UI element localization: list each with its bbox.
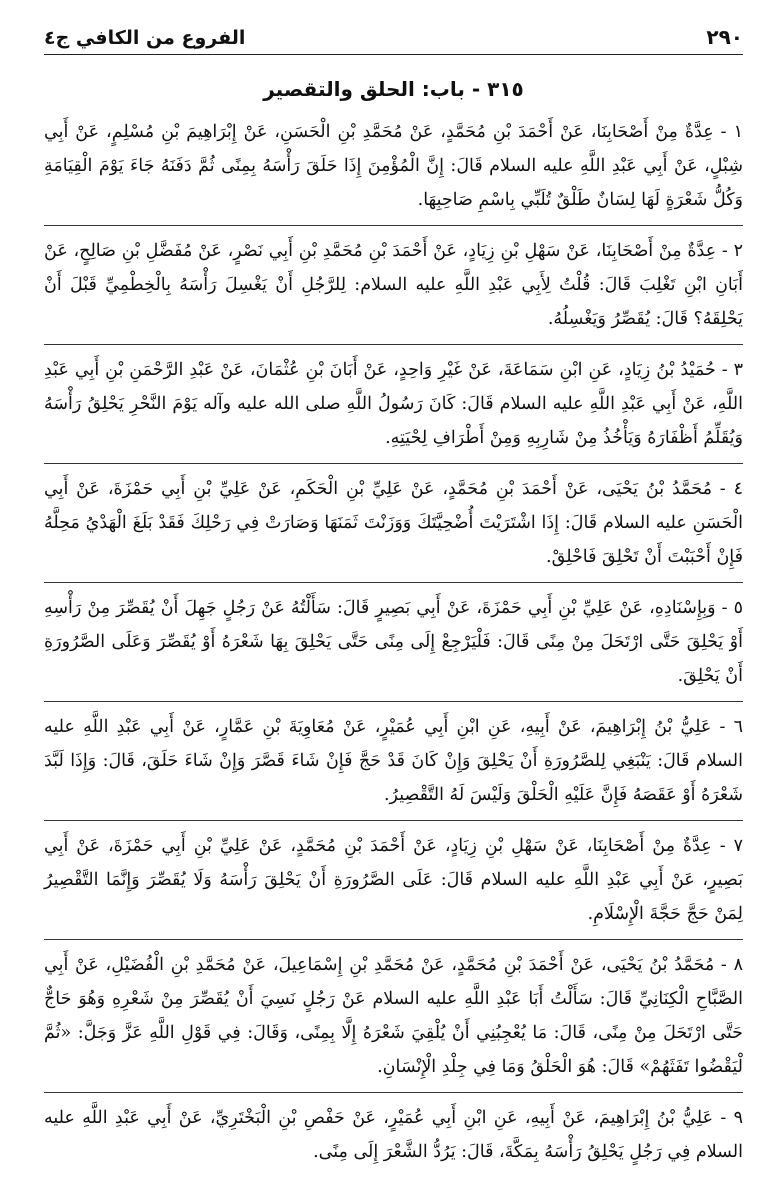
hadith-paragraph-5: ٥ - وَبِإِسْنَادِهِ، عَنْ عَلِيِّ بْنِ أَبِي حَمْزَةَ، عَنْ أَبِي بَصِيرٍ قَالَ: سَأَلْتُهُ عَنْ رَجُلٍ جَهِلَ أَنْ يُقَصِّرَ مِنْ رَأْسِهِ أَوْ يَحْلِقَ حَتَّى ارْتَحَلَ مِنْ مِنًى قَالَ: فَلْيَرْجِعْ إِلَى مِنًى حَتَّى يَحْلِقَ بِهَا شَعْرَهُ أَوْ يُقَصِّرَ وَعَلَى الصَّرُورَةِ أَنْ يَحْلِقَ. (44, 591, 743, 702)
hadith-paragraph-4: ٤ - مُحَمَّدُ بْنُ يَحْيَى، عَنْ أَحْمَدَ بْنِ مُحَمَّدٍ، عَنْ عَلِيِّ بْنِ الْحَكَمِ، عَنْ عَلِيِّ بْنِ أَبِي حَمْزَةَ، عَنْ أَبِي الْحَسَنِ عليه السلام قَالَ: إِذَا اشْتَرَيْتَ أُضْحِيَّتَكَ وَوَزَنْتَ ثَمَنَهَا وَصَارَتْ فِي رَحْلِكَ فَقَدْ بَلَغَ الْهَدْيُ مَحِلَّهُ فَإِنْ أَحْبَبْتَ أَنْ تَحْلِقَ فَاحْلِقْ. (44, 472, 743, 583)
hadith-paragraph-2: ٢ - عِدَّةٌ مِنْ أَصْحَابِنَا، عَنْ سَهْلِ بْنِ زِيَادٍ، عَنْ أَحْمَدَ بْنِ مُحَمَّدِ بْنِ أَبِي نَصْرٍ، عَنْ مُفَضَّلِ بْنِ صَالِحٍ، عَنْ أَبَانِ ابْنِ تَغْلِبَ قَالَ: قُلْتُ لِأَبِي عَبْدِ اللَّهِ عليه السلام: لِلرَّجُلِ أَنْ يَغْسِلَ رَأْسَهُ بِالْخِطْمِيِّ قَبْلَ أَنْ يَحْلِقَهُ؟ قَالَ: يُقَصِّرُ وَيَغْسِلُهُ. (44, 234, 743, 345)
hadith-paragraph-9: ٩ - عَلِيُّ بْنُ إِبْرَاهِيمَ، عَنْ أَبِيهِ، عَنِ ابْنِ أَبِي عُمَيْرٍ، عَنْ حَفْصِ بْنِ الْبَخْتَرِيِّ، عَنْ أَبِي عَبْدِ اللَّهِ عليه السلام فِي رَجُلٍ يَحْلِقُ رَأْسَهُ بِمَكَّةَ، قَالَ: يَرُدُّ الشَّعْرَ إِلَى مِنًى. (44, 1108, 743, 1162)
hadith-paragraph-3: ٣ - حُمَيْدُ بْنُ زِيَادٍ، عَنِ ابْنِ سَمَاعَةَ، عَنْ غَيْرِ وَاحِدٍ، عَنْ أَبَانَ بْنِ عُثْمَانَ، عَنْ عَبْدِ الرَّحْمَنِ بْنِ أَبِي عَبْدِ اللَّهِ، عَنْ أَبِي عَبْدِ اللَّهِ عليه السلام قَالَ: كَانَ رَسُولُ اللَّهِ صلى الله عليه وآله يَوْمَ النَّحْرِ يَحْلِقُ رَأْسَهُ وَيُقَلِّمُ أَظْفَارَهُ وَيَأْخُذُ مِنْ شَارِبِهِ وَمِنْ أَطْرَافِ لِحْيَتِهِ. (44, 353, 743, 464)
running-header (44, 22, 743, 52)
header-rule (44, 54, 743, 55)
hadith-paragraph-6: ٦ - عَلِيُّ بْنُ إِبْرَاهِيمَ، عَنْ أَبِيهِ، عَنِ ابْنِ أَبِي عُمَيْرٍ، عَنْ مُعَاوِيَةَ بْنِ عَمَّارٍ، عَنْ أَبِي عَبْدِ اللَّهِ عليه السلام قَالَ: يَنْبَغِي لِلصَّرُورَةِ أَنْ يَحْلِقَ وَإِنْ كَانَ قَدْ حَجَّ فَإِنْ شَاءَ قَصَّرَ وَإِنْ شَاءَ حَلَقَ، قَالَ: وَإِذَا لَبَّدَ شَعْرَهُ أَوْ عَقَصَهُ فَإِنَّ عَلَيْهِ الْحَلْقَ وَلَيْسَ لَهُ التَّقْصِيرُ. (44, 710, 743, 821)
chapter-heading: ٣١٥ - باب: الحلق والتقصير (263, 77, 524, 101)
hadith-paragraph-1: ١ - عِدَّةٌ مِنْ أَصْحَابِنَا، عَنْ أَحْمَدَ بْنِ مُحَمَّدٍ، عَنْ مُحَمَّدِ بْنِ الْحَسَنِ، عَنْ إِبْرَاهِيمَ بْنِ مُسْلِمٍ، عَنْ أَبِي شِبْلٍ، عَنْ أَبِي عَبْدِ اللَّهِ عليه السلام قَالَ: إِنَّ الْمُؤْمِنَ إِذَا حَلَقَ رَأْسَهُ بِمِنًى ثُمَّ دَفَنَهُ جَاءَ يَوْمَ الْقِيَامَةِ وَكُلُّ شَعْرَةٍ لَهَا لِسَانٌ طَلْقٌ تُلَبِّي بِاسْمِ صَاحِبِهَا. (44, 115, 743, 226)
hadith-paragraph-7: ٧ - عِدَّةٌ مِنْ أَصْحَابِنَا، عَنْ سَهْلِ بْنِ زِيَادٍ، عَنْ أَحْمَدَ بْنِ مُحَمَّدٍ، عَنْ عَلِيِّ بْنِ أَبِي حَمْزَةَ، عَنْ أَبِي بَصِيرٍ، عَنْ أَبِي عَبْدِ اللَّهِ عليه السلام قَالَ: عَلَى الصَّرُورَةِ أَنْ يَحْلِقَ رَأْسَهُ وَلَا يُقَصِّرَ وَإِنَّمَا التَّقْصِيرُ لِمَنْ حَجَّ حَجَّةَ الْإِسْلَامِ. (44, 829, 743, 940)
page-number: ٢٩٠ (706, 25, 743, 49)
book-title: الفروع من الكافي ج٤ (44, 27, 246, 49)
hadith-paragraph-8: ٨ - مُحَمَّدُ بْنُ يَحْيَى، عَنْ أَحْمَدَ بْنِ مُحَمَّدٍ، عَنْ مُحَمَّدِ بْنِ إِسْمَاعِيلَ، عَنْ مُحَمَّدِ بْنِ الْفُضَيْلِ، عَنْ أَبِي الصَّبَّاحِ الْكِنَانِيِّ قَالَ: سَأَلْتُ أَبَا عَبْدِ اللَّهِ عليه السلام عَنْ رَجُلٍ نَسِيَ أَنْ يُقَصِّرَ مِنْ شَعْرِهِ وَهُوَ حَاجٌّ حَتَّى ارْتَحَلَ مِنْ مِنًى، قَالَ: مَا يُعْجِبُنِي أَنْ يُلْقِيَ شَعْرَهُ إِلَّا بِمِنًى، وَقَالَ: فِي قَوْلِ اللَّهِ عَزَّ وَجَلَّ: «ثُمَّ لْيَقْضُوا تَفَثَهُمْ» قَالَ: هُوَ الْحَلْقُ وَمَا فِي جِلْدِ الْإِنْسَانِ. (44, 948, 743, 1093)
